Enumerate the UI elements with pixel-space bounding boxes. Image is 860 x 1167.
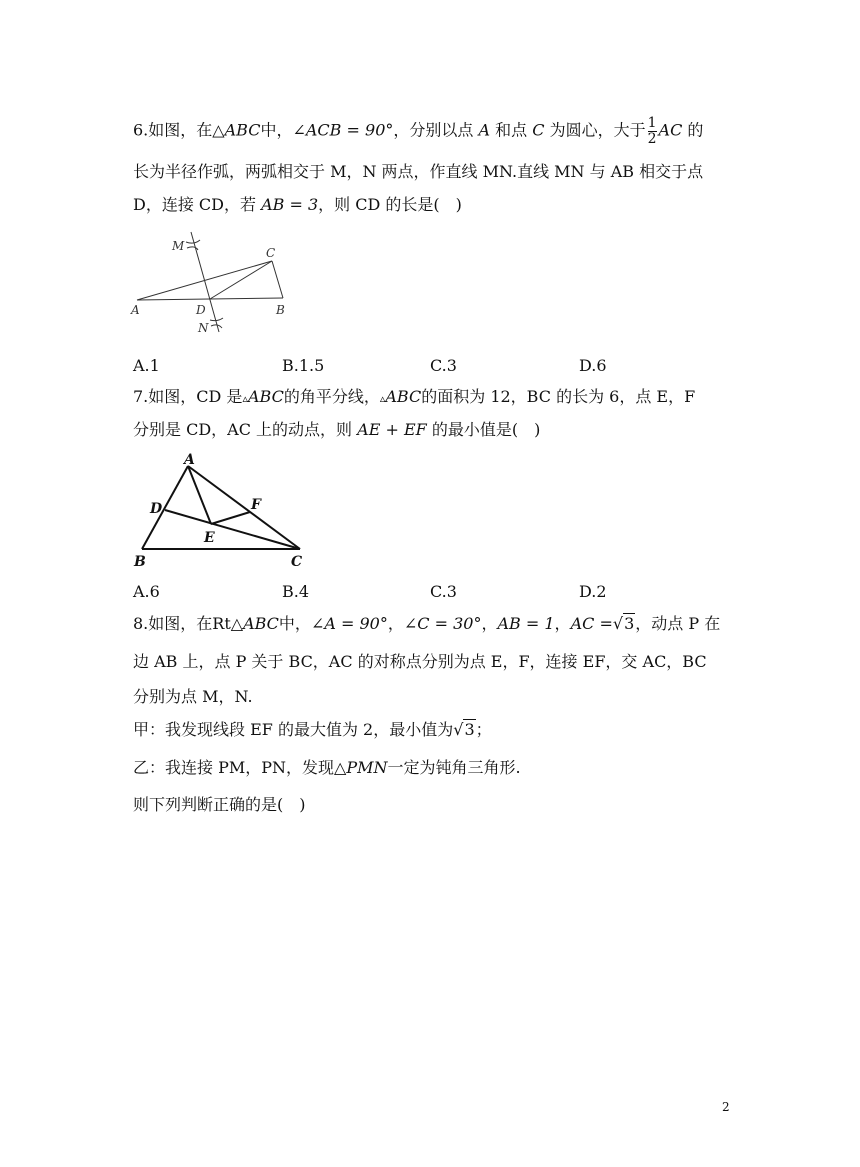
q7-line1: 7.如图，CD 是▵ABC的角平分线，▵ABC的面积为 12，BC 的长为 6，点 E，F [133,387,696,406]
q6-line1: 6.如图，在△ABC中，∠ACB = 90°，分别以点 A 和点 C 为圆心，大于 $\frac{1}{2}$ AC 的 [133,115,704,147]
q7-line-CD [165,510,300,549]
q8-line2: 边 AB 上，点 P 关于 BC，AC 的对称点分别为点 E，F，连接 EF，交 AC，BC [133,652,707,671]
q7-label-F: F [251,497,261,513]
q6-label-A: A [131,303,140,317]
q6-line2: 长为半径作弧，两弧相交于 M，N 两点，作直线 MN.直线 MN 与 AB 相交于点 [133,162,704,181]
q6-line-CD [210,261,272,299]
q8-line1: 8.如图，在Rt△ABC中，∠A = 90°，∠C = 30°，AB = 1，AC =√3，动点 P 在 [133,614,721,633]
q6-line3: D，连接 CD，若 AB = 3，则 CD 的长是( ) [133,195,462,214]
q6-figure [125,228,305,348]
q6-label-D: D [196,303,206,317]
q7-option-d: D.2 [579,582,607,601]
q7-label-B: B [134,554,146,570]
q6-number: 6. [133,120,149,140]
q7-line-AB [142,466,188,549]
q8-jia-sqrt-3: √3 [453,720,475,739]
q8-jia: 甲：我发现线段 EF 的最大值为 2，最小值为√3； [133,720,492,739]
q7-figure [128,450,318,572]
q8-yi: 乙：我连接 PM，PN，发现△PMN一定为钝角三角形. [133,758,521,777]
q6-label-N: N [198,321,209,335]
q6-arc-N2 [211,325,222,328]
q6-option-b: B.1.5 [282,356,325,375]
q7-label-A: A [184,452,195,468]
q8-line3: 分别为点 M，N. [133,687,253,706]
q7-options [133,584,733,602]
q6-label-B: B [276,303,285,317]
q6-line-CB [272,261,283,298]
q7-option-c: C.3 [430,582,457,601]
q7-label-D: D [150,501,163,517]
q7-label-E: E [204,530,215,546]
q6-options [133,358,733,376]
q7-label-C: C [291,554,303,570]
q6-label-C: C [266,246,276,260]
page-number: 2 [722,1100,730,1114]
q7-line2: 分别是 CD，AC 上的动点，则 AE + EF 的最小值是( ) [133,420,541,439]
q6-arc-N [210,318,223,321]
q7-option-a: A.6 [133,582,160,601]
q6-angle-expr: ∠ACB = 90° [292,120,394,140]
q6-fraction: $\frac{1}{2}$ [647,115,657,147]
q7-option-b: B.4 [282,582,310,601]
q8-question: 则下列判断正确的是( ) [133,795,306,814]
q8-sqrt-3: √3 [612,614,635,633]
q6-option-d: D.6 [579,356,607,375]
q6-label-M: M [172,239,185,253]
q6-option-a: A.1 [133,356,160,375]
q6-option-c: C.3 [430,356,457,375]
q7-line-EF [211,512,250,524]
